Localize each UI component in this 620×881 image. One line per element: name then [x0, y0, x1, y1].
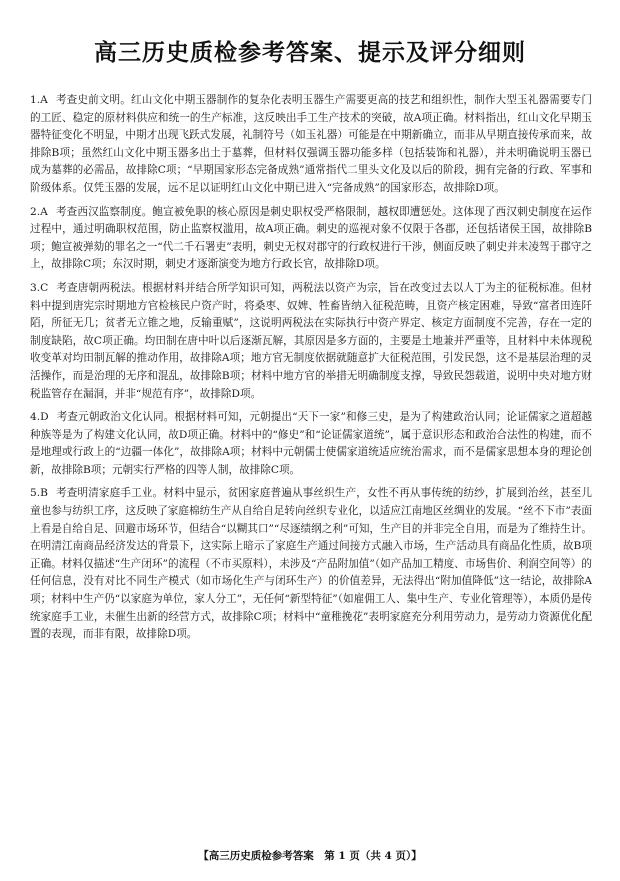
- item-number: 4.: [30, 411, 41, 424]
- page-footer: 【高三历史质检参考答案 第 1 页（共 4 页）】: [198, 850, 422, 862]
- item-answer: D: [40, 411, 49, 424]
- item-explanation: 考查史前文明。红山文化中期玉器制作的复杂化表明玉器生产需要更高的技艺和组织性，制作大型玉礼器需要专门的工匠、稳定的原材料供应和统一的生产标准，这反映出手工生产技术的突破，故A项正确。材料指出，红山文化早期玉器特征变化不明显，中期才出现飞跃式发展，礼制符号（如玉礼器）可能是在中期新确立，而非从早期直接传承而来，故排除B项；虽然红山文化中期玉器多出土于墓葬，但材料仅强调玉器功能多样（包括装饰和礼器），并未明确说明玉器已成为墓葬的必需品，故排除C项；“早期国家形态完备成熟”通常指代二里头文化及以后的阶段，拥有完备的行政、军事和阶级体系。仅凭玉器的发展，远不足以证明红山文化中期已进入“完备成熟”的国家形态，故排除D项。: [30, 94, 592, 194]
- item-number: 3.: [30, 281, 41, 294]
- item-number: 2.: [30, 205, 41, 218]
- item-explanation: 考查明清家庭手工业。材料中显示，贫困家庭普遍从事丝织生产，女性不再从事传统的纺纱，扩展到治丝，甚至儿童也参与纺织工序，这反映了家庭棉纺生产从自给自足转向丝织专业化，以适应江南地区丝绸业的发展。“丝不下市”表面上看是自给自足、回避市场环节，但结合“以糊其口”“尽逐绩纲之利”可知，生产目的并非完全自用，而是为了维持生计。在明清江南商品经济发达的背景下，这实际上暗示了家庭生产通过间接方式融入市场，生产活动具有商品化性质，故B项正确。材料仅描述“生产闭环”的流程（不市买原料），未涉及“产品附加值”（如产品加工精度、市场售价、利润空间等）的任何信息，没有对比不同生产模式（如市场化生产与闭环生产）的价值差异，无法得出“附加值降低”这一结论，故排除A项；材料中生产仍“以家庭为单位，家人分工”，无任何“新型特征”（如雇佣工人、集中生产、专业化管理等），本质仍是传统家庭手工业，未催生出新的经营方式，故排除C项；材料中“童稚挽花”表明家庭充分利用劳动力，是劳动力资源优化配置的表现，而非有限，故排除D项。: [30, 487, 592, 641]
- item-explanation: 考查唐朝两税法。根据材料并结合所学知识可知，两税法以资产为宗，旨在改变过去以人丁为主的征税标准。但材料中提到唐宪宗时期地方官检核民户资产时，将桑枣、奴婢、牲畜皆纳入征税范畴，且资产核定困难，导致“富者田连阡陌，所征无几；贫者无立锥之地，反输重赋”，这说明两税法在实际执行中资产界定、核定方面制度不完善，存在一定的制度缺陷，故C项正确。均田制在唐中叶以后逐渐瓦解，其原因是多方面的，主要是土地兼并严重等，且材料中未体现税收变革对均田制瓦解的推动作用，故排除A项；地方官无制度依据就随意扩大征税范围，引发民怨，这不是基层治理的灵活操作，而是治理的无序和混乱，故排除B项；材料中地方官的举措无明确制度支撑，导致民怨载道，说明中央对地方财税监管存在漏洞，并非“规范有序”，故排除D项。: [30, 281, 592, 400]
- item-number: 5.: [30, 487, 41, 500]
- item-explanation: 考查西汉监察制度。鲍宣被免职的核心原因是刺史职权受严格限制，越权即遭惩处。这体现了西汉刺史制度在运作过程中，通过明确职权范围，防止监察权滥用，故A项正确。刺史的巡视对象不仅限于各郡，还包括诸侯王国，故排除B项；鲍宣被弹劾的罪名之一“代二千石署吏”表明，刺史无权对郡守的行政权进行干涉，侧面反映了刺史并未凌驾于郡守之上，故排除C项；东汉时期，刺史才逐渐演变为地方行政长官，故排除D项。: [30, 205, 592, 271]
- item-answer: B: [40, 487, 48, 500]
- answer-item-3: [30, 280, 592, 403]
- answer-item-2: [30, 204, 592, 274]
- answer-list: [30, 92, 592, 650]
- item-explanation: 考查元朝政治文化认同。根据材料可知，元朝提出“天下一家”和修三史，是为了构建政治认同；论证儒家之道超越种族等是为了构建文化认同，故D项正确。材料中的“修史”和“论证儒家道统”，属于意识形态和政治合法性的构建，而不是地理或行政上的“边疆一体化”，故排除A项；材料中元朝儒士使儒家道统适应统治需求，而不是儒家思想本身的理论创新，故排除B项；元朝实行严格的四等人制，故排除C项。: [30, 411, 592, 476]
- item-number: 1.: [30, 94, 41, 106]
- answer-item-1: [30, 92, 592, 198]
- answer-item-5: [30, 485, 592, 643]
- item-answer: A: [40, 94, 48, 106]
- item-answer: A: [40, 205, 48, 218]
- page-title: 高三历史质检参考答案、提示及评分细则: [94, 40, 526, 66]
- answer-item-4: [30, 409, 592, 479]
- item-answer: C: [40, 281, 49, 294]
